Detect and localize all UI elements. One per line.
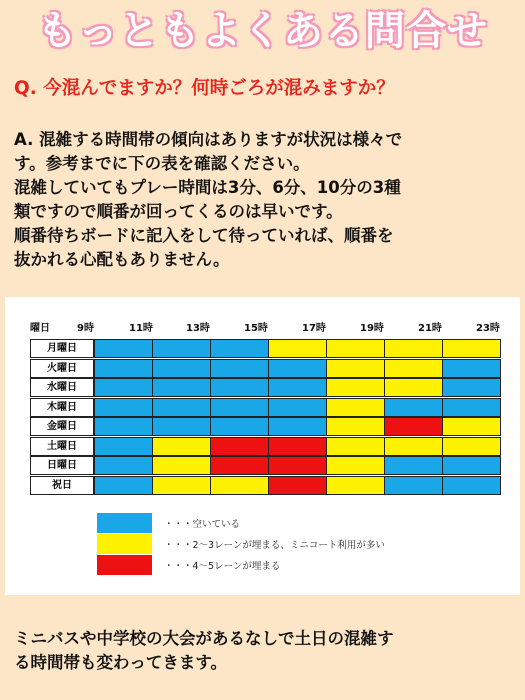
time-slot-cell (210, 417, 269, 436)
time-slot-cell (384, 339, 443, 358)
time-slot-cell (94, 417, 153, 436)
time-slot-cell (442, 378, 501, 397)
time-slot-cell (384, 456, 443, 475)
answer-line: 混雑していてもプレー時間は3分、6分、10分の3種 (14, 178, 401, 197)
time-slot-cell (442, 437, 501, 456)
time-slot-cell (268, 476, 327, 495)
time-slot-cell (326, 437, 385, 456)
time-slot-cell (94, 456, 153, 475)
time-slot-cell (268, 437, 327, 456)
day-label: 日曜日 (30, 456, 94, 475)
time-slot-cell (384, 437, 443, 456)
time-slot-cell (94, 437, 153, 456)
hour-label: 13時 (186, 323, 210, 334)
legend-swatch-busy (97, 555, 152, 575)
answer-text (14, 128, 519, 272)
question-text: Q. 今混んでますか？何時ごろが混みますか？ (14, 78, 395, 99)
time-slot-cell (268, 339, 327, 358)
congestion-table-panel (5, 297, 520, 595)
time-slot-cell (94, 476, 153, 495)
time-slot-cell (210, 359, 269, 378)
time-slot-cell (210, 378, 269, 397)
time-slot-cell (442, 417, 501, 436)
footer-line: る時間帯も変わってきます。 (14, 653, 228, 672)
time-slot-cell (210, 398, 269, 417)
legend-label: ・・・2〜3レーンが埋まる、ミニコート利用が多い (164, 540, 385, 551)
answer-line: 順番待ちボードに記入をして待っていれば、順番を (14, 226, 394, 245)
time-slot-cell (268, 398, 327, 417)
corner-label: 曜日 (30, 323, 50, 334)
time-slot-cell (442, 456, 501, 475)
hour-label: 11時 (129, 323, 153, 334)
page-title: もっともよくある問合せ (37, 8, 488, 54)
time-slot-cell (326, 417, 385, 436)
legend-swatch-moderate (97, 534, 152, 554)
time-slot-cell (384, 359, 443, 378)
answer-line: 類ですので順番が回ってくるのは早いです。 (14, 202, 343, 221)
answer-line: 抜かれる心配もありません。 (14, 250, 230, 269)
day-label: 金曜日 (30, 417, 94, 436)
time-slot-cell (384, 417, 443, 436)
time-slot-cell (326, 398, 385, 417)
day-label: 木曜日 (30, 398, 94, 417)
time-slot-cell (442, 398, 501, 417)
time-slot-cell (268, 378, 327, 397)
hour-label: 9時 (77, 323, 94, 334)
time-slot-cell (94, 398, 153, 417)
day-label: 火曜日 (30, 359, 94, 378)
time-slot-cell (210, 476, 269, 495)
time-slot-cell (210, 339, 269, 358)
time-slot-cell (152, 476, 211, 495)
day-label: 水曜日 (30, 378, 94, 397)
time-slot-cell (152, 339, 211, 358)
time-slot-cell (326, 476, 385, 495)
time-slot-cell (210, 456, 269, 475)
time-slot-cell (152, 359, 211, 378)
time-slot-cell (326, 339, 385, 358)
hour-label: 23時 (476, 323, 500, 334)
hour-label: 19時 (360, 323, 384, 334)
footer-note (14, 627, 519, 675)
time-slot-cell (384, 476, 443, 495)
answer-line: す。参考までに下の表を確認ください。 (14, 154, 310, 173)
time-slot-cell (442, 476, 501, 495)
time-slot-cell (152, 417, 211, 436)
legend-label: ・・・4〜5レーンが埋まる (164, 561, 281, 572)
day-label: 祝日 (30, 476, 94, 495)
time-slot-cell (326, 378, 385, 397)
time-slot-cell (268, 456, 327, 475)
time-slot-cell (94, 359, 153, 378)
time-slot-cell (326, 359, 385, 378)
time-slot-cell (94, 378, 153, 397)
hour-header (5, 319, 520, 335)
time-slot-cell (326, 456, 385, 475)
hour-label: 21時 (418, 323, 442, 334)
time-slot-cell (152, 378, 211, 397)
hour-label: 17時 (302, 323, 326, 334)
time-slot-cell (442, 359, 501, 378)
time-slot-cell (384, 398, 443, 417)
legend-swatch-available (97, 513, 152, 533)
time-slot-cell (152, 437, 211, 456)
answer-line: A. 混雑する時間帯の傾向はありますが状況は様々で (14, 130, 403, 149)
time-slot-cell (152, 456, 211, 475)
time-slot-cell (94, 339, 153, 358)
time-slot-cell (152, 398, 211, 417)
time-slot-cell (210, 437, 269, 456)
day-label: 土曜日 (30, 437, 94, 456)
time-slot-cell (442, 339, 501, 358)
day-label: 月曜日 (30, 339, 94, 358)
time-slot-cell (268, 359, 327, 378)
hour-label: 15時 (244, 323, 268, 334)
footer-line: ミニバスや中学校の大会があるなしで土日の混雑す (14, 629, 394, 648)
legend-label: ・・・空いている (164, 519, 241, 530)
time-slot-cell (268, 417, 327, 436)
time-slot-cell (384, 378, 443, 397)
